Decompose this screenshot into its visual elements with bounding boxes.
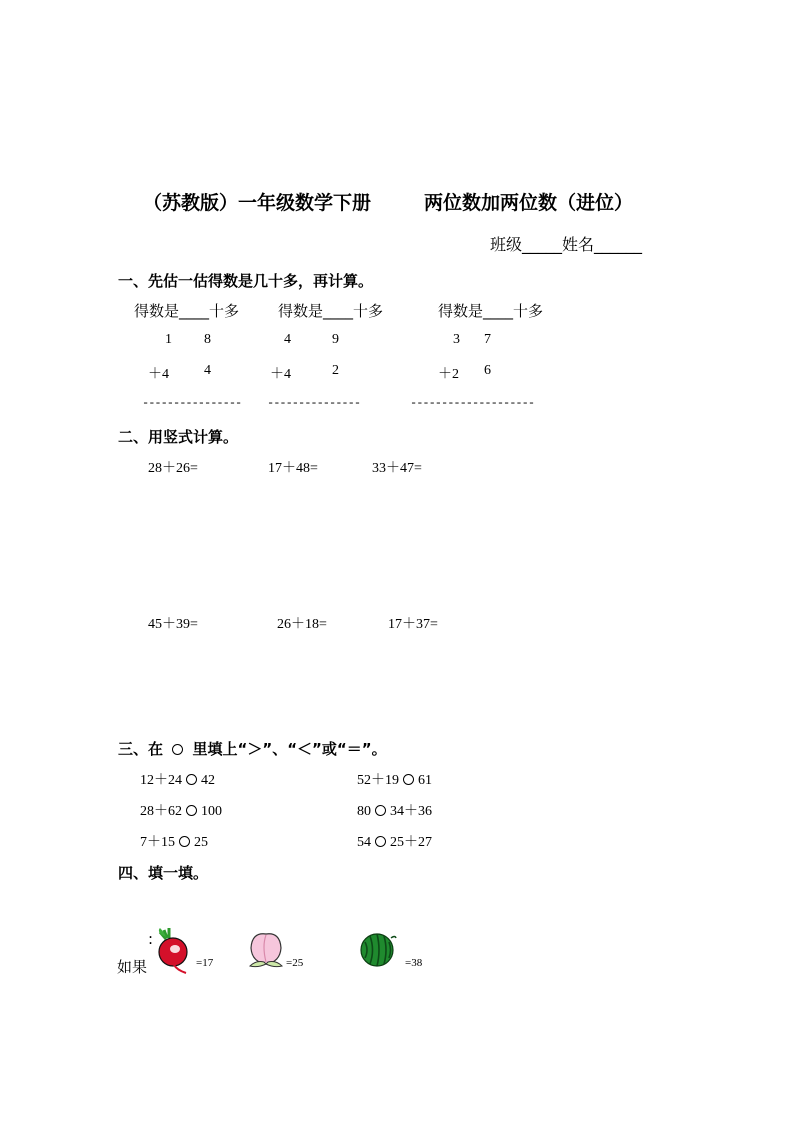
p1-plus: ＋4 — [148, 367, 169, 382]
compare-right: 100 — [201, 804, 222, 819]
peach-value: =25 — [286, 957, 304, 969]
p2-plus: ＋4 — [270, 367, 291, 382]
p3-plus: ＋2 — [438, 367, 459, 382]
section4-heading: 四、填一填。 — [118, 864, 209, 882]
compare-left: 7＋15 — [140, 835, 175, 850]
section3-heading-post: 里填上“＞”、“＜”或“＝”。 — [192, 740, 387, 758]
compare-item — [140, 831, 208, 851]
calc-5: 26＋18= — [277, 617, 327, 632]
estimate-label-1: 得数是____十多 — [134, 302, 240, 320]
p1-top-ones: 8 — [204, 332, 211, 347]
estimate-label-3: 得数是____十多 — [438, 302, 544, 320]
compare-left: 28＋62 — [140, 804, 182, 819]
p3-top-ones: 7 — [484, 332, 491, 347]
compare-left: 54 — [357, 835, 371, 850]
p2-bottom-ones: 2 — [332, 363, 339, 378]
compare-circle-blank[interactable] — [186, 805, 197, 816]
calc-3: 33＋47= — [372, 461, 422, 476]
p3-bottom-ones: 6 — [484, 363, 491, 378]
compare-left: 52＋19 — [357, 773, 399, 788]
p1-bottom-ones: 4 — [204, 363, 211, 378]
compare-circle-blank[interactable] — [375, 836, 386, 847]
calc-2: 17＋48= — [268, 461, 318, 476]
calc-1: 28＋26= — [148, 461, 198, 476]
calc-6: 17＋37= — [388, 617, 438, 632]
compare-right: 25 — [194, 835, 208, 850]
compare-left: 80 — [357, 804, 371, 819]
p2-top-tens: 4 — [284, 332, 291, 347]
watermelon-icon — [358, 930, 398, 970]
compare-circle-blank[interactable] — [375, 805, 386, 816]
prefix-text: 如果 — [117, 958, 148, 976]
compare-left: 12＋24 — [140, 773, 182, 788]
class-name-line: 班级_____姓名______ — [490, 235, 643, 254]
compare-right: 61 — [418, 773, 432, 788]
section3-heading-pre: 三、在 — [118, 740, 164, 758]
compare-right: 42 — [201, 773, 215, 788]
compare-circle-blank[interactable] — [179, 836, 190, 847]
title-left: （苏教版）一年级数学下册 — [143, 192, 372, 214]
section1-heading: 一、先估一估得数是几十多，再计算。 — [118, 272, 374, 290]
p3-top-tens: 3 — [453, 332, 460, 347]
compare-item — [140, 769, 215, 789]
watermelon-value: =38 — [405, 957, 423, 969]
estimate-label-2: 得数是____十多 — [278, 302, 384, 320]
title-right: 两位数加两位数（进位） — [424, 192, 634, 214]
radish-value: =17 — [196, 957, 214, 969]
circle-icon — [172, 744, 183, 755]
compare-item — [140, 800, 222, 820]
section2-heading: 二、用竖式计算。 — [118, 428, 239, 446]
compare-right: 34＋36 — [390, 804, 432, 819]
p1-top-tens: 1 — [165, 332, 172, 347]
colon-text: : — [148, 930, 154, 948]
p2-top-ones: 9 — [332, 332, 339, 347]
p2-line: --------------- — [267, 396, 361, 410]
radish-icon — [154, 926, 194, 974]
p3-line: -------------------- — [410, 396, 535, 410]
section3-heading — [118, 738, 387, 759]
peach-icon — [244, 926, 288, 970]
compare-right: 25＋27 — [390, 835, 432, 850]
calc-4: 45＋39= — [148, 617, 198, 632]
compare-item — [357, 831, 432, 851]
compare-circle-blank[interactable] — [186, 774, 197, 785]
compare-circle-blank[interactable] — [403, 774, 414, 785]
p1-line: ---------------- — [142, 396, 242, 410]
compare-item — [357, 769, 432, 789]
compare-item — [357, 800, 432, 820]
